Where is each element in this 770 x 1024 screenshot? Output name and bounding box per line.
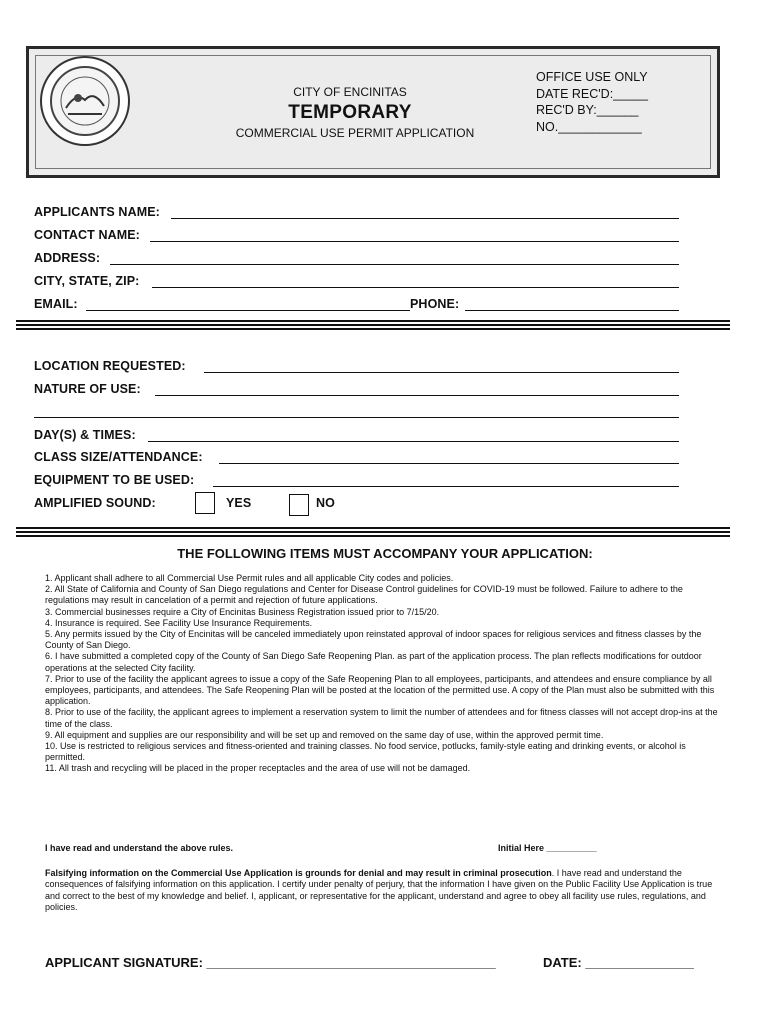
read-statement: I have read and understand the above rules. — [45, 843, 234, 853]
contact-name-label: CONTACT NAME: — [34, 228, 140, 242]
list-item: 5. Any permits issued by the City of Encinitas will be canceled immediately upon reinstated approval of indoor spaces for religious services and fitness classes by the County of San Diego. — [45, 629, 702, 651]
yes-label: YES — [226, 496, 252, 510]
equipment-label: EQUIPMENT TO BE USED: — [34, 473, 195, 487]
section-divider — [16, 328, 730, 330]
nature-of-use-label: NATURE OF USE: — [34, 382, 141, 396]
list-item: 7. Prior to use of the facility the applicant agrees to issue a copy of the Safe Reopening Plan to all employees, participants, and attendees and ensure compliance by all employees, participants, and attendees. The Safe Reopening Plan will be posted at the location of the permitted use. A copy of the Plan must also be submitted with this application. — [45, 673, 715, 707]
amplified-sound-yes-checkbox[interactable] — [195, 492, 215, 514]
no-label: NO — [316, 496, 335, 510]
section-divider — [16, 320, 730, 322]
list-item: 8. Prior to use of the facility, the applicant agrees to implement a reservation system to limit the number of attendees and for fitness classes will not accept drop-ins at the time of the class. — [45, 707, 718, 729]
section-divider — [16, 535, 730, 537]
applicant-signature-field[interactable]: APPLICANT SIGNATURE: ________________________________________ — [45, 955, 496, 970]
nature-of-use-field[interactable] — [155, 395, 679, 396]
list-item: 11. All trash and recycling will be placed in the proper receptacles and the area of use will not be damaged. — [45, 763, 471, 774]
days-times-field[interactable] — [148, 441, 679, 442]
city-name: CITY OF ENCINITAS — [293, 85, 407, 99]
contact-name-field[interactable] — [150, 241, 679, 242]
list-item: 1. Applicant shall adhere to all Commercial Use Permit rules and all applicable City codes and policies. — [45, 573, 454, 583]
phone-field[interactable] — [465, 310, 679, 311]
amplified-sound-label: AMPLIFIED SOUND: — [34, 496, 156, 510]
address-label: ADDRESS: — [34, 251, 101, 265]
list-item: 6. I have submitted a completed copy of the County of San Diego Safe Reopening Plan. as part of the application process. The plan reflects modifications for outdoor operations at the selected City facility. — [45, 651, 702, 673]
phone-label: PHONE: — [410, 297, 460, 311]
list-item: 10. Use is restricted to religious services and fitness-oriented and training classes. No food service, potlucks, family-style eating and drinking events, or alcohol is permitted. — [45, 741, 686, 763]
section-divider — [16, 527, 730, 529]
city-seal-icon — [40, 56, 130, 146]
declaration-text — [45, 868, 725, 914]
list-item: 9. All equipment and supplies are our responsibility and will be set up and removed on the same day of use, within the approved permit time. — [45, 729, 604, 740]
section-divider — [16, 324, 730, 326]
requirements-title: THE FOLLOWING ITEMS MUST ACCOMPANY YOUR APPLICATION: — [177, 546, 593, 561]
applicant-name-label: APPLICANTS NAME: — [34, 205, 160, 219]
location-field[interactable] — [204, 372, 679, 373]
office-use-block — [536, 69, 648, 135]
class-size-field[interactable] — [219, 463, 679, 464]
office-date-received: DATE REC'D:_____ — [536, 86, 648, 101]
initial-here-field[interactable]: Initial Here __________ — [498, 843, 597, 853]
applicant-name-field[interactable] — [171, 218, 679, 219]
list-item: 2. All State of California and County of San Diego regulations and Center for Disease Control guidelines for COVID-19 must be followed. Failure to adhere to the regulations may result in cancelation of a permit and rejection of future applications. — [45, 584, 683, 606]
city-state-zip-field[interactable] — [152, 287, 679, 288]
section-divider — [16, 531, 730, 533]
class-size-label: CLASS SIZE/ATTENDANCE: — [34, 450, 203, 464]
location-label: LOCATION REQUESTED: — [34, 359, 186, 373]
email-label: EMAIL: — [34, 297, 78, 311]
requirements-list — [45, 573, 725, 775]
nature-of-use-field-line-2[interactable] — [34, 417, 679, 418]
form-title: TEMPORARY — [288, 102, 412, 123]
office-received-by: REC'D BY:______ — [536, 103, 639, 117]
city-state-zip-label: CITY, STATE, ZIP: — [34, 274, 140, 288]
days-times-label: DAY(S) & TIMES: — [34, 428, 136, 442]
declaration-bold: Falsifying information on the Commercial Use Application is grounds for denial and may result in criminal prosecution — [45, 868, 552, 878]
office-use-heading: OFFICE USE ONLY — [536, 70, 648, 84]
declaration-rest: . I have read and understand the consequences of falsifying information on this application. I certify under penalty of perjury, that the information I have given on the Public Facility Use Application is true and correct to the best of my knowledge and belief. I, applicant, or representative for the applicant, understand and agree to obey all facility use rules, regulations, and policies. — [45, 868, 713, 913]
list-item: 3. Commercial businesses require a City of Encinitas Business Registration issued prior to 7/15/20. — [45, 606, 440, 617]
office-number: NO.____________ — [536, 119, 642, 134]
address-field[interactable] — [110, 264, 679, 265]
equipment-field[interactable] — [213, 486, 679, 487]
amplified-sound-no-checkbox[interactable] — [289, 494, 309, 516]
email-field[interactable] — [86, 310, 410, 311]
form-subtitle: COMMERCIAL USE PERMIT APPLICATION — [235, 126, 475, 140]
signature-date-field[interactable]: DATE: _______________ — [543, 955, 694, 970]
list-item: 4. Insurance is required. See Facility Use Insurance Requirements. — [45, 617, 313, 628]
